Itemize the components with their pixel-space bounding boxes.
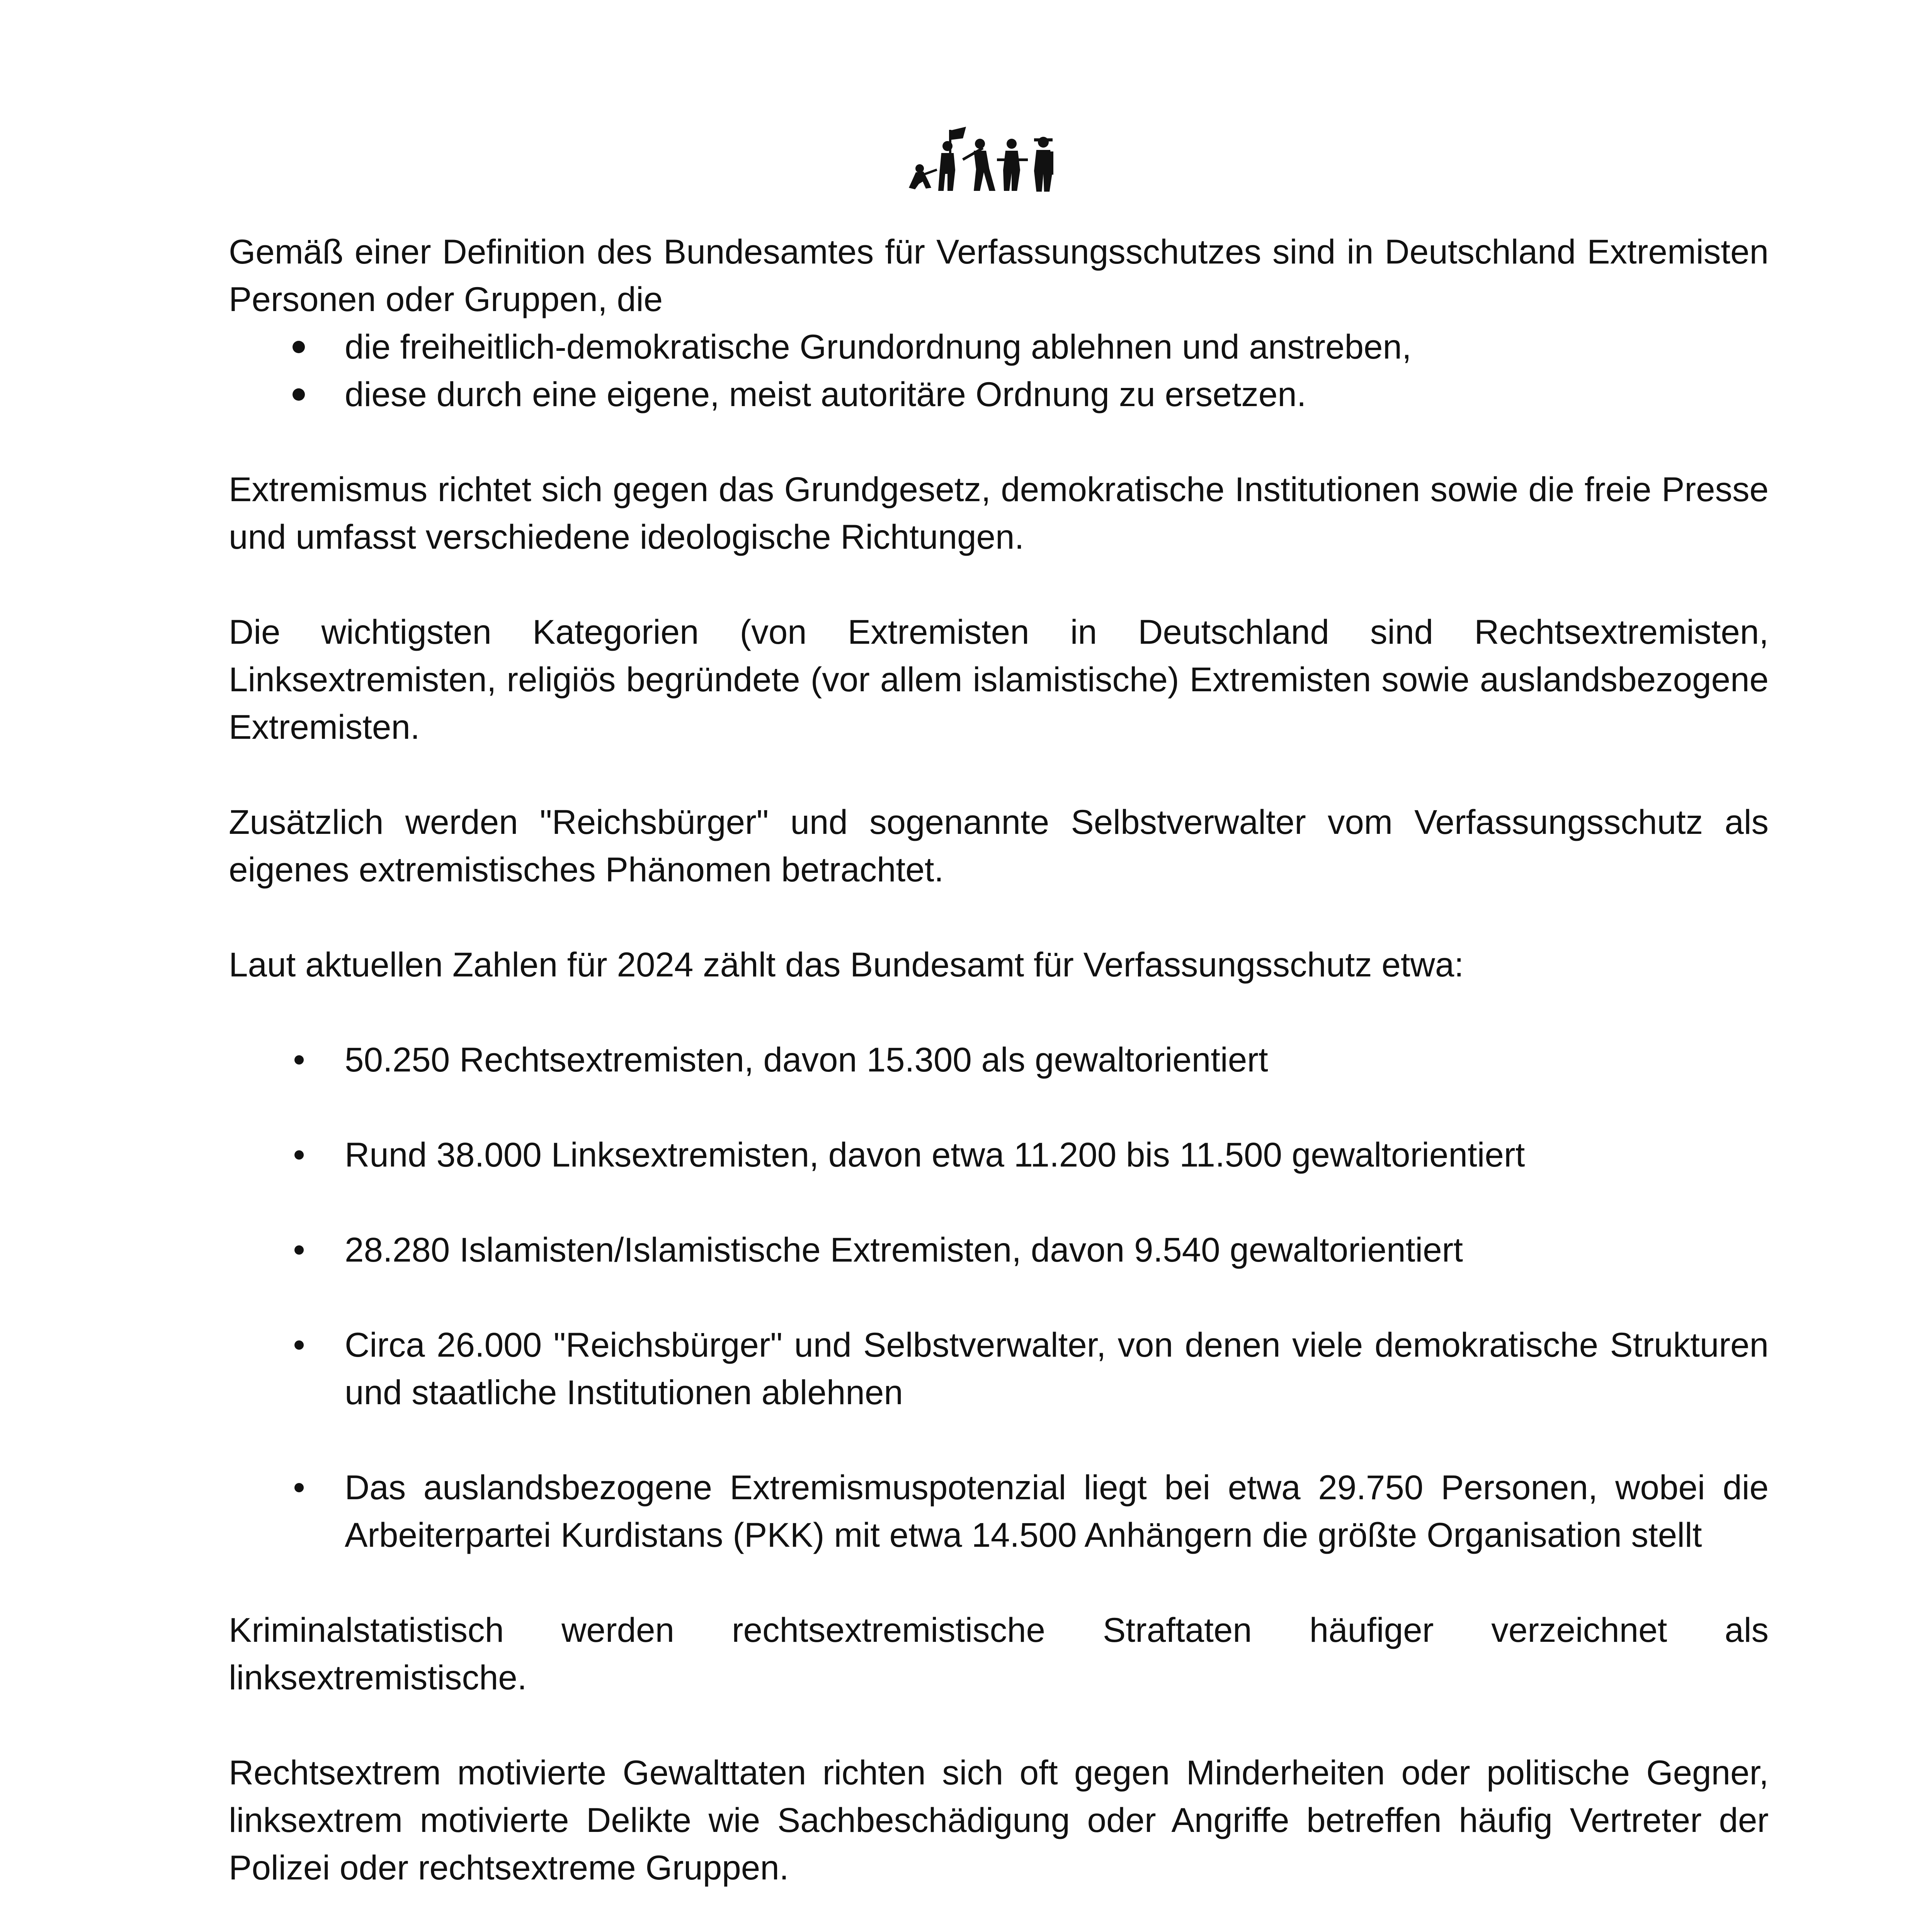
list-item: Rund 38.000 Linksextremisten, davon etwa 11.200 bis 11.500 gewaltorientiert <box>229 1131 1769 1179</box>
bullet-icon <box>294 1055 304 1065</box>
bullet-icon <box>294 1150 304 1160</box>
soldiers-silhouette-icon <box>904 123 1090 196</box>
list-item: Circa 26.000 "Reichsbürger" und Selbstverwalter, von denen viele demokratische Strukturen und staatliche Institutionen ablehnen <box>229 1321 1769 1416</box>
paragraph: Extremismus richtet sich gegen das Grundgesetz, demokratische Institutionen sowie die freie Presse und umfasst verschiedene ideologische Richtungen. <box>229 470 1769 556</box>
intro-paragraph: Gemäß einer Definition des Bundesamtes für Verfassungsschutzes sind in Deutschland Extremisten Personen oder Gruppen, die <box>229 232 1769 318</box>
paragraph: Die wichtigsten Kategorien (von Extremisten in Deutschland sind Rechtsextremisten, Linksextremisten, religiös begründete (vor allem islamistische) Extremisten sowie auslandsbezogene Extremisten. <box>229 612 1769 746</box>
bullet-icon <box>294 1245 304 1255</box>
paragraph: Zusätzlich werden "Reichsbürger" und sogenannte Selbstverwalter vom Verfassungsschutz als eigenes extremistisches Phänomen betrachtet. <box>229 803 1769 889</box>
list-item: 50.250 Rechtsextremisten, davon 15.300 als gewaltorientiert <box>229 1036 1769 1083</box>
page-content <box>229 228 1769 1932</box>
list-item: 28.280 Islamisten/Islamistische Extremisten, davon 9.540 gewaltorientiert <box>229 1226 1769 1274</box>
bullet-icon <box>294 1340 304 1350</box>
bullet-icon <box>294 1483 304 1492</box>
bullet-icon <box>293 341 305 353</box>
list-item: Das auslandsbezogene Extremismuspotenzial liegt bei etwa 29.750 Personen, wobei die Arbeiterpartei Kurdistans (PKK) mit etwa 14.500 Anhängern die größte Organisation stellt <box>229 1464 1769 1559</box>
list-item: diese durch eine eigene, meist autoritäre Ordnung zu ersetzen. <box>229 371 1769 418</box>
paragraph: Rechtsextrem motivierte Gewalttaten richten sich oft gegen Minderheiten oder politische Gegner, linksextrem motivierte Delikte wie Sachbeschädigung oder Angriffe betreffen häufig Vertreter der Polizei oder rechtsextreme Gruppen. <box>229 1753 1769 1887</box>
figures-list <box>229 1036 1769 1559</box>
criteria-list <box>229 323 1769 418</box>
paragraph: Laut aktuellen Zahlen für 2024 zählt das Bundesamt für Verfassungsschutz etwa: <box>229 945 1464 984</box>
paragraph: Kriminalstatistisch werden rechtsextremistische Straftaten häufiger verzeichnet als linksextremistische. <box>229 1611 1769 1697</box>
list-item: die freiheitlich-demokratische Grundordnung ablehnen und anstreben, <box>229 323 1769 371</box>
bullet-icon <box>293 388 305 401</box>
